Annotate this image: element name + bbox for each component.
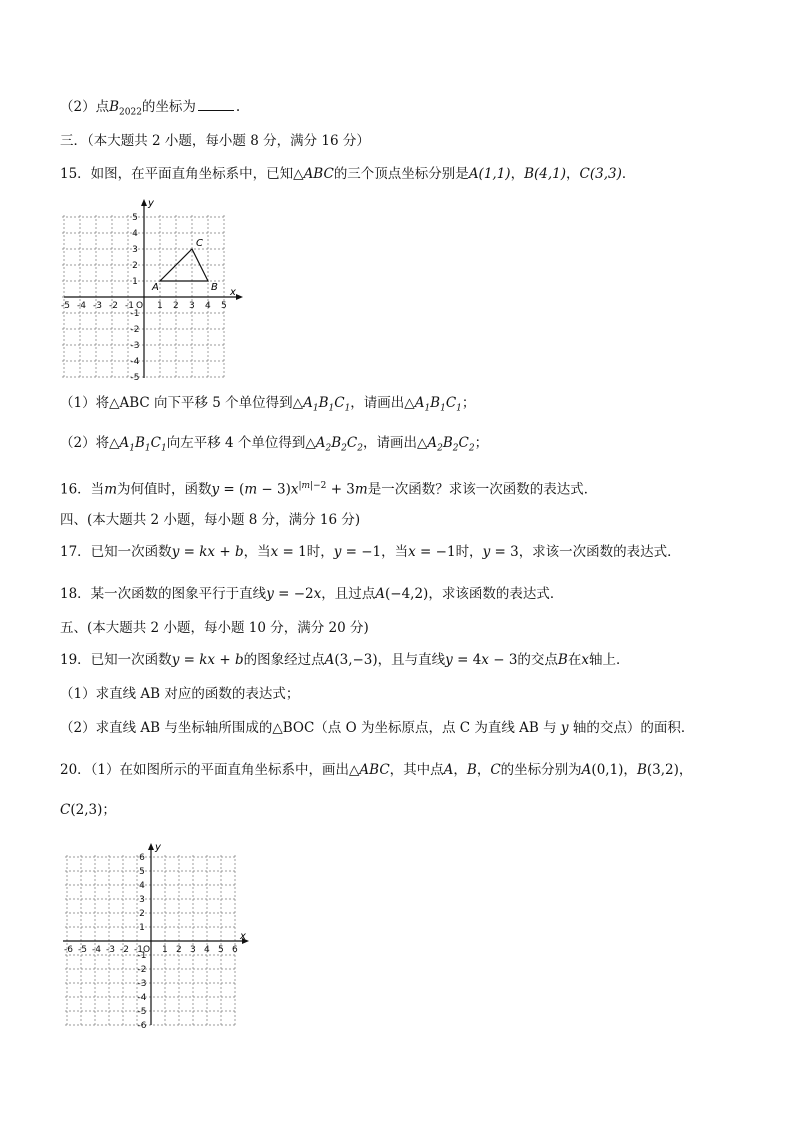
- x-tick-label: -6: [64, 945, 73, 955]
- y-tick-label: 2: [132, 261, 138, 271]
- y-tick-label: -2: [130, 325, 140, 335]
- y-axis-arrow-icon: [148, 843, 154, 850]
- x-tick-label: 6: [232, 945, 238, 955]
- section-3-heading: 三．（本大题共 2 小题，每小题 8 分，满分 16 分）: [60, 133, 370, 149]
- x-tick-label: 4: [204, 945, 210, 955]
- y-tick-label: -1: [137, 951, 147, 961]
- q15-part2: （2）将$\triangle A_1B_1C_1$向左平移 4 个单位得到$\triangle A_2B_2C_2$，请画出$\triangle A_2B_2C_2$；: [60, 435, 489, 454]
- x-tick-label: O: [143, 945, 151, 955]
- y-axis-label: y: [148, 198, 154, 209]
- y-tick-label: 6: [139, 853, 145, 863]
- y-tick-label: 1: [139, 923, 145, 933]
- q20-stem: 20．（1）在如图所示的平面直角坐标系中，画出△ABC，其中点A，B，C的坐标分别为A(0,1)，B(3,2)，: [60, 762, 693, 778]
- y-tick-label: 2: [139, 909, 145, 919]
- x-tick-label: -3: [106, 945, 115, 955]
- y-tick-label: 5: [132, 213, 138, 223]
- y-tick-label: 5: [139, 867, 145, 877]
- q17: 17．已知一次函数y = kx + b，当x = 1时，y = −1，当x = −1时，y = 3，求该一次函数的表达式．: [60, 544, 681, 560]
- y-tick-label: 4: [132, 229, 138, 239]
- x-tick-label: 1: [162, 945, 168, 955]
- y-tick-label: -4: [137, 993, 147, 1003]
- q15-stem: 15．如图，在平面直角坐标系中，已知△ABC的三个顶点坐标分别是A(1,1)，B(4,1)，C(3,3)．: [60, 166, 636, 182]
- y-tick-label: 3: [132, 245, 138, 255]
- q19-stem: 19．已知一次函数y = kx + b的图象经过点A(3,−3)，且与直线y = 4x − 3的交点B在x轴上．: [60, 652, 630, 668]
- x-tick-label: -2: [109, 301, 118, 311]
- q19-part1: （1）求直线 AB 对应的函数的表达式；: [60, 686, 300, 702]
- x-tick-label: -5: [61, 301, 70, 311]
- x-tick-label: 5: [221, 301, 227, 311]
- y-tick-label: -1: [130, 309, 140, 319]
- q18: 18．某一次函数的图象平行于直线y = −2x，且过点A(−4,2)，求该函数的表达式．: [60, 586, 564, 602]
- q16: 16．当m为何值时，函数$y = (m - 3)x^{|m|-2} + 3m$是一次函数？求该一次函数的表达式．: [60, 481, 598, 498]
- q20-coordinate-grid: [60, 840, 256, 1030]
- y-tick-label: -3: [137, 979, 147, 989]
- y-axis-label: y: [155, 842, 161, 853]
- y-tick-label: -6: [137, 1021, 147, 1031]
- label-A: A: [152, 282, 159, 293]
- y-tick-label: 3: [139, 895, 145, 905]
- x-tick-label: -1: [134, 945, 143, 955]
- x-axis-arrow-icon: [236, 294, 243, 300]
- label-C: C: [196, 238, 203, 249]
- x-tick-label: 3: [189, 301, 195, 311]
- x-tick-label: 1: [157, 301, 163, 311]
- y-tick-label: 4: [139, 881, 145, 891]
- q14-part2: （2）点$B_{2022}$的坐标为 .: [60, 99, 241, 118]
- x-tick-label: 4: [205, 301, 211, 311]
- x-tick-label: 3: [190, 945, 196, 955]
- y-tick-label: -5: [130, 373, 140, 383]
- y-tick-label: -5: [137, 1007, 147, 1017]
- q15-part1: （1）将△ABC 向下平移 5 个单位得到$\triangle A_1B_1C_1$，请画出$\triangle A_1B_1C_1$；: [60, 395, 476, 414]
- x-tick-label: 2: [176, 945, 182, 955]
- y-tick-label: -3: [130, 341, 140, 351]
- q20-stem-line2: C(2,3)；: [60, 802, 116, 818]
- x-tick-label: -2: [120, 945, 129, 955]
- y-tick-label: 1: [132, 277, 138, 287]
- answer-blank[interactable]: [198, 98, 234, 111]
- x-axis-label: x: [230, 287, 236, 298]
- x-tick-label: 5: [218, 945, 224, 955]
- y-tick-label: -4: [130, 357, 140, 367]
- q15-coordinate-grid: [62, 194, 248, 382]
- x-tick-label: -4: [92, 945, 101, 955]
- x-tick-label: 2: [173, 301, 179, 311]
- x-tick-label: -1: [125, 301, 134, 311]
- y-tick-label: -2: [137, 965, 147, 975]
- section-5-heading: 五、(本大题共 2 小题，每小题 10 分，满分 20 分): [60, 620, 369, 636]
- y-axis-arrow-icon: [141, 199, 147, 206]
- x-tick-label: -3: [93, 301, 102, 311]
- label-B: B: [211, 282, 218, 293]
- q19-part2: （2）求直线 AB 与坐标轴所围成的△BOC（点 O 为坐标原点，点 C 为直线 AB 与 y 轴的交点）的面积．: [60, 720, 695, 736]
- section-4-heading: 四、(本大题共 2 小题，每小题 8 分，满分 16 分): [60, 512, 361, 528]
- x-tick-label: O: [136, 301, 144, 311]
- x-tick-label: -4: [77, 301, 86, 311]
- x-axis-label: x: [240, 931, 246, 942]
- x-tick-label: -5: [78, 945, 87, 955]
